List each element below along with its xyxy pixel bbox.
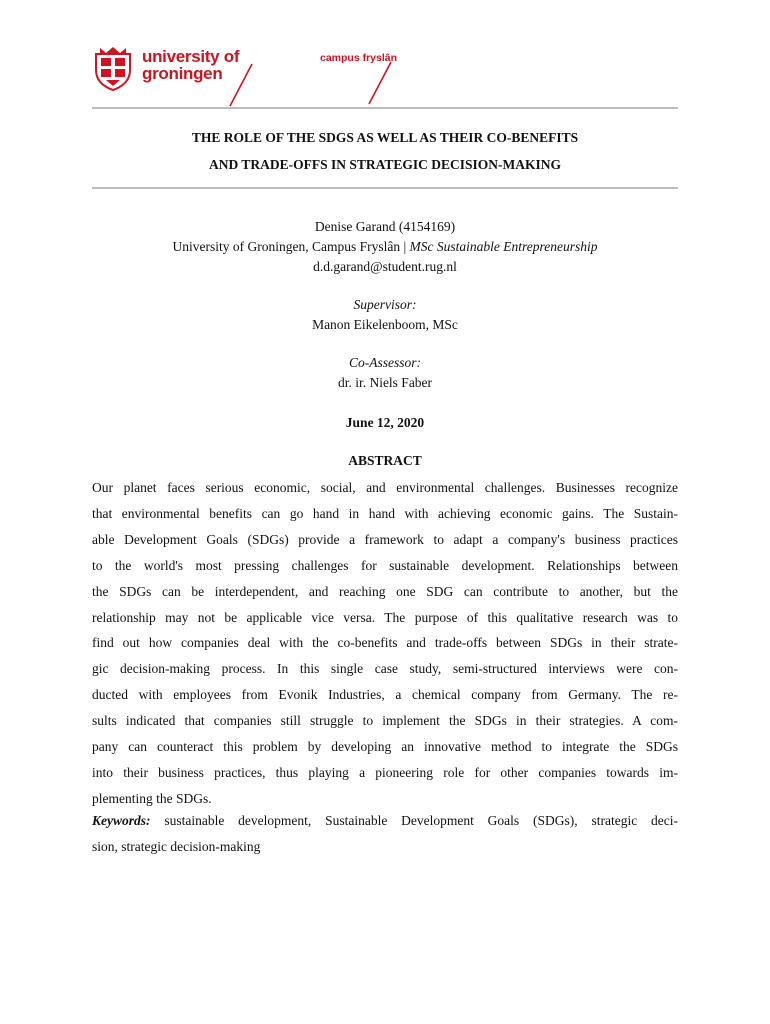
title-line-1: THE ROLE OF THE SDGS AS WELL AS THEIR CO-BENEFITS bbox=[191, 130, 579, 145]
keywords-text-1: sustainable development, Sustainable Development Goals (SDGs), strategic deci- bbox=[150, 813, 678, 828]
abstract-line: sults indicated that companies still struggle to implement the SDGs in their strategies. A com- bbox=[92, 713, 678, 729]
title-line-2: AND TRADE-OFFS IN STRATEGIC DECISION-MAKING bbox=[208, 157, 562, 172]
campus-name: campus fryslân bbox=[320, 52, 398, 64]
title-rule-top bbox=[92, 107, 678, 109]
abstract-line: find out how companies deal with the co-benefits and trade-offs between SDGs in their strate- bbox=[92, 635, 678, 651]
university-name-line1: university of bbox=[142, 47, 240, 66]
submission-date: June 12, 2020 bbox=[345, 415, 425, 430]
abstract-line: Our planet faces serious economic, social, and environmental challenges. Businesses recognize bbox=[92, 480, 678, 495]
author-affiliation bbox=[92, 237, 678, 257]
program-name: MSc Sustainable Entrepreneurship bbox=[409, 239, 598, 254]
abstract-line: to the world's most pressing challenges for sustainable development. Relationships between bbox=[92, 557, 678, 573]
coassessor-block bbox=[92, 353, 678, 393]
abstract-line: the SDGs can be interdependent, and reaching one SDG can contribute to another, but the bbox=[92, 583, 678, 599]
logo-slash-divider bbox=[226, 60, 256, 110]
abstract-line: pany can counteract this problem by developing an innovative method to integrate the SDGs bbox=[92, 739, 678, 755]
coassessor-label: Co-Assessor: bbox=[348, 355, 421, 370]
abstract-line: ducted with employees from Evonik Industries, a chemical company from Germany. The re- bbox=[92, 687, 678, 703]
abstract-line: plementing the SDGs. bbox=[92, 790, 212, 806]
title-rule-bottom bbox=[92, 187, 678, 189]
supervisor-label: Supervisor: bbox=[353, 297, 417, 312]
university-header bbox=[90, 40, 690, 100]
supervisor-block bbox=[92, 295, 678, 335]
university-name-line2: groningen bbox=[142, 64, 223, 83]
abstract-line: that environmental benefits can go hand in hand with achieving economic gains. The Sustain- bbox=[92, 505, 678, 521]
keywords-label: Keywords: bbox=[92, 813, 151, 828]
abstract-heading: ABSTRACT bbox=[348, 453, 422, 468]
abstract-line: able Development Goals (SDGs) provide a framework to adapt a company's business practices bbox=[92, 531, 678, 547]
keywords-line-2: sion, strategic decision-making bbox=[92, 839, 261, 854]
author-name: Denise Garand (4154169) bbox=[314, 219, 456, 234]
university-name bbox=[142, 48, 239, 82]
author-block bbox=[92, 217, 678, 277]
keywords-block bbox=[92, 808, 678, 860]
supervisor-name: Manon Eikelenboom, MSc bbox=[312, 317, 458, 332]
paper-title bbox=[92, 124, 678, 178]
keywords-line-1 bbox=[92, 808, 678, 834]
affiliation-text: University of Groningen, Campus Fryslân | bbox=[172, 239, 410, 254]
abstract-line: into their business practices, thus playing a pioneering role for other companies towards im- bbox=[92, 764, 678, 780]
university-crest-logo bbox=[92, 44, 134, 92]
abstract-line: gic decision-making process. In this single case study, semi-structured interviews were con- bbox=[92, 661, 678, 677]
abstract-line: relationship may not be applicable vice versa. The purpose of this qualitative research was to bbox=[92, 609, 678, 625]
coassessor-name: dr. ir. Niels Faber bbox=[337, 375, 433, 390]
logo-slash-divider bbox=[365, 58, 395, 108]
author-email: d.d.garand@student.rug.nl bbox=[313, 259, 457, 274]
abstract-body bbox=[92, 475, 678, 812]
